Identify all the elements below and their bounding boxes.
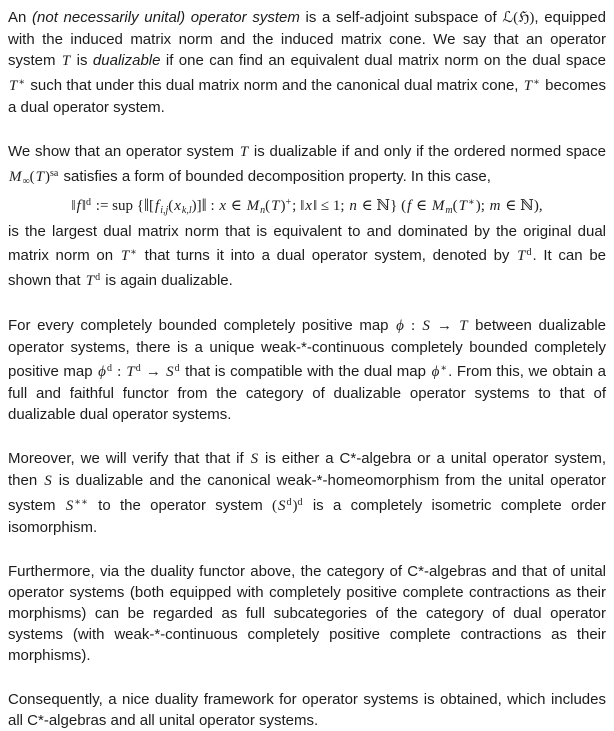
math-run: S (65, 498, 74, 514)
math-run: ‖ ≤ 1; (312, 198, 349, 214)
math-run: m (445, 205, 453, 216)
text-run: Furthermore, via the duality functor above, the category of C*-algebras and that of unital operator systems (both equipped with completely positive complete contractions as their morphisms) can be regarded as full subcategories of the category of dual operator systems (with weak-*-continuous completely positive complete contractions as their morphisms). (8, 563, 606, 664)
math-run: T (126, 364, 135, 380)
text-run: . It can be shown that (8, 247, 607, 289)
math-run: f (155, 198, 160, 214)
text-run: . From this, we obtain a full and faithful functor from the category of dualizable operator systems to that of dualizable dual operator systems. (8, 363, 607, 423)
math-run: ) (44, 169, 50, 185)
text-run: For every completely bounded completely positive map (8, 317, 396, 334)
math-run: := sup { (92, 198, 144, 214)
paragraph (8, 7, 606, 118)
math-run: [ (149, 198, 155, 214)
math-run: ) (292, 498, 298, 514)
text-run: that turns it into a dual operator system, denoted by (137, 247, 517, 264)
math-run: T (239, 144, 249, 160)
text-run: is (71, 52, 93, 69)
display-formula (8, 192, 606, 221)
text-run: is the largest dual matrix norm that is equivalent to and dominated by the original dual matrix norm on (8, 223, 606, 264)
text-run: between dualizable operator systems, there is a unique weak-*-continuous completely bounded completely positive map (8, 317, 607, 380)
math-run: T (35, 169, 44, 185)
math-run: T (459, 318, 468, 334)
math-run: ℒ(ℌ) (502, 10, 535, 26)
math-run: ∈ ℕ} (357, 198, 398, 214)
math-run: S (250, 451, 259, 467)
math-run: T (523, 78, 533, 94)
text-run: is dualizable and the canonical weak-*-homeomorphism from the unital operator system (8, 472, 606, 514)
math-run: T (85, 273, 95, 289)
math-run: ); (475, 198, 489, 214)
math-run: x (174, 198, 181, 214)
paragraph (8, 315, 606, 425)
paragraph (8, 141, 606, 292)
text-run: satisfies a form of bounded decomposition property. In this case, (59, 168, 491, 185)
math-run: ( (265, 198, 271, 214)
math-run: ∈ (227, 198, 246, 214)
math-run: x (305, 198, 312, 214)
math-run: d (95, 272, 101, 283)
text-run: We show that an operator system (8, 143, 239, 160)
math-run: ∗∗ (74, 497, 88, 508)
math-run: ‖ (300, 198, 305, 214)
math-run: → (141, 364, 166, 380)
math-run: sa (49, 168, 59, 179)
math-run: : (206, 198, 219, 214)
math-run: T (9, 78, 18, 94)
math-run: S (278, 498, 286, 514)
math-run: ( (452, 198, 458, 214)
math-run: ∞ (22, 176, 30, 187)
math-run: ∗ (440, 363, 448, 374)
math-run: : (404, 318, 422, 334)
math-run: S (166, 364, 174, 380)
math-run: : (112, 364, 126, 380)
math-run: d (86, 197, 92, 208)
math-run: x (219, 198, 227, 214)
math-run: f (407, 198, 412, 214)
text-run: is dualizable if and only if the ordered normed space (249, 143, 606, 160)
math-run: ‖ (81, 198, 87, 214)
text-run: Consequently, a nice duality framework for operator systems is obtained, which includes all C*-algebras and all unital operator systems. (8, 691, 606, 729)
math-run: ∗ (130, 247, 137, 258)
math-run: ; (292, 198, 301, 214)
math-run: T (120, 248, 130, 264)
math-run: T (458, 198, 467, 214)
math-run: ‖ (143, 195, 150, 215)
math-run: T (271, 198, 280, 214)
text-run: , equipped with the induced matrix norm and the induced matrix cone. We say that an operator system (8, 9, 606, 69)
text-run: is a self-adjoint subspace of (299, 9, 503, 26)
math-run: i,j (160, 205, 169, 216)
text-run: is either a C*-algebra or a unital operator system, then (8, 450, 606, 489)
paragraph (8, 561, 606, 666)
math-run: d (297, 497, 303, 508)
text-run: if one can find an equivalent dual matrix norm on the dual space (160, 52, 607, 69)
math-run: ∗ (18, 77, 26, 88)
text-run: to the operator system (88, 497, 273, 514)
text-run: is again dualizable. (101, 272, 233, 289)
text-run: such that under this dual matrix norm and the canonical dual matrix cone, (26, 77, 523, 94)
math-run: ∗ (533, 77, 540, 88)
math-run: ϕ (396, 318, 404, 334)
math-run: M (246, 198, 260, 214)
math-run: n (260, 205, 266, 216)
math-run: ‖ (201, 195, 207, 215)
text-run: An (8, 9, 33, 26)
text-run: is a completely isometric complete order isomorphism. (8, 497, 606, 536)
math-run: M (9, 169, 22, 185)
math-run: d (106, 363, 112, 374)
emphasized-text: dualizable (92, 52, 161, 69)
math-run: )] (191, 198, 202, 214)
paragraph (8, 689, 606, 731)
text-run: becomes a dual operator system. (8, 77, 606, 116)
math-run: M (431, 198, 445, 214)
math-run: d (286, 497, 292, 508)
math-run: → (430, 318, 459, 334)
math-run: + (285, 197, 292, 208)
text-run: Moreover, we will verify that that if (8, 450, 250, 467)
math-run: d (526, 247, 532, 258)
math-run: ‖ (71, 198, 76, 214)
paragraph (8, 448, 606, 538)
math-run: T (61, 53, 71, 69)
math-run: S (422, 318, 430, 334)
math-run: d (135, 363, 141, 374)
math-run: S (44, 473, 52, 489)
math-run: ∈ ℕ), (501, 198, 543, 214)
math-run: f (76, 198, 81, 214)
math-run: k,l (181, 205, 192, 216)
math-run: ( (29, 169, 35, 185)
emphasized-text: (not necessarily unital) operator system (32, 9, 300, 26)
math-run: ( (397, 198, 407, 214)
math-run: n (349, 198, 357, 214)
math-run: T (517, 248, 526, 264)
text-run: that is compatible with the dual map (180, 363, 431, 380)
math-run: ( (168, 198, 174, 214)
math-run: ) (280, 198, 286, 214)
math-run: d (174, 363, 180, 374)
math-run: ϕ (431, 364, 440, 380)
math-run: m (489, 198, 501, 214)
math-run: ∈ (412, 198, 431, 214)
math-run: ( (272, 498, 278, 514)
math-run: ∗ (467, 197, 475, 208)
math-run: ϕ (98, 364, 106, 380)
